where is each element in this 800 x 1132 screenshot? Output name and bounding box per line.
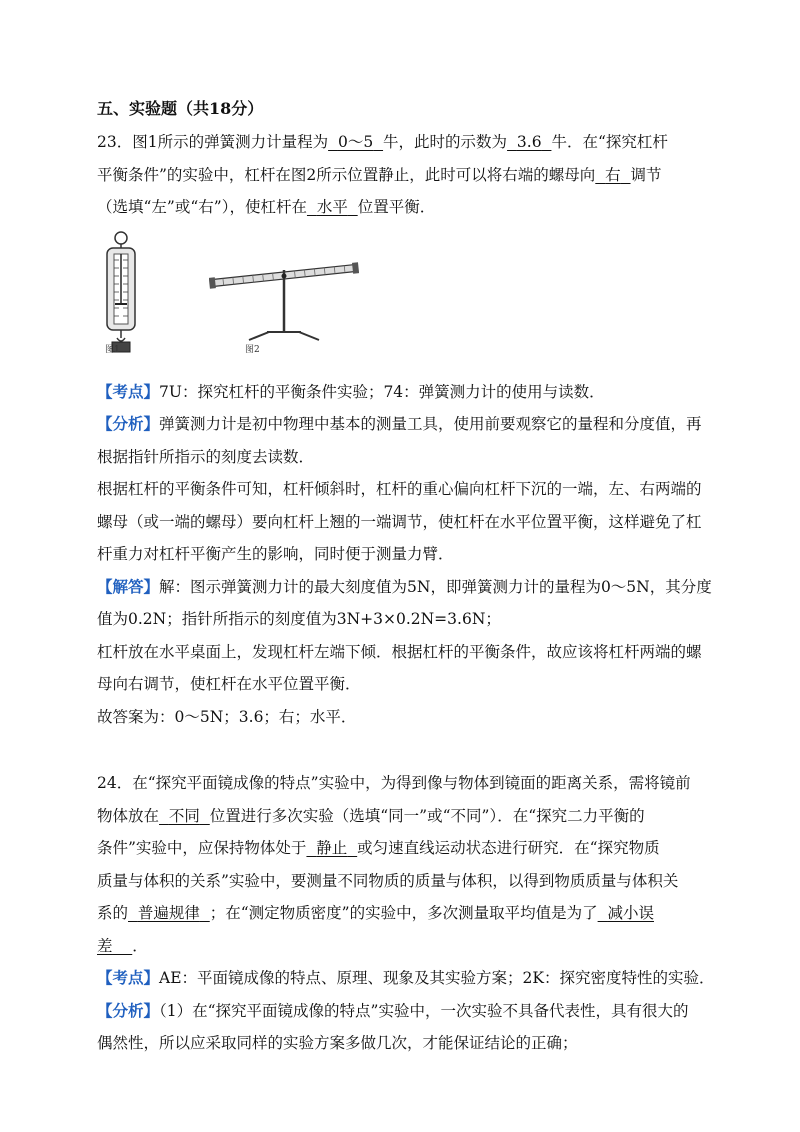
q23-line-1: 23．图1所示的弹簧测力计量程为 0～5 牛，此时的示数为 3.6 牛．在“探究杠杆 <box>97 133 668 151</box>
figure-2-label: 图2 <box>245 344 260 355</box>
q24-line-1: 24．在“探究平面镜成像的特点”实验中，为得到像与物体到镜面的距离关系，需将镜前 <box>97 774 691 792</box>
fenxi-tag: 【分析】 <box>97 414 160 433</box>
kaodian-tag: 【考点】 <box>97 381 160 401</box>
q24-fenxi-2: 偶然性，所以应采取同样的实验方案多做几次，才能保证结论的正确； <box>97 1034 578 1052</box>
kaodian-tag: 【考点】 <box>97 968 160 987</box>
q24-line-2: 物体放在 不同 位置进行多次实验（选填“同一”或“不同”）．在“探究二力平衡的 <box>97 806 645 825</box>
q23-jieda-2: 值为0.2N；指针所指示的刻度值为3N+3×0.2N=3.6N； <box>97 610 501 628</box>
document-page <box>97 92 715 1060</box>
q24-line-6: 差 ． <box>97 936 148 955</box>
q23-blank-direction: 右 <box>605 165 621 184</box>
q23-blank-range: 0～5 <box>337 133 374 151</box>
q23-blank-position: 水平 <box>316 198 348 216</box>
q24-blank-purpose-cont: 差 <box>97 936 113 955</box>
q23-fenxi-4: 螺母（或一端的螺母）要向杠杆上翘的一端调节，使杠杆在水平位置平衡，这样避免了杠 <box>97 512 702 531</box>
q24-fenxi-1: 【分析】（1）在“探究平面镜成像的特点”实验中，一次实验不具备代表性，具有很大的 <box>97 1000 689 1020</box>
q24-line-4: 质量与体积的关系”实验中，要测量不同物质的质量与体积，以得到物质质量与体积关 <box>97 871 679 890</box>
lever-figure <box>209 236 359 346</box>
q23-kaodian: 【考点】7U：探究杠杆的平衡条件实验；74：弹簧测力计的使用与读数． <box>97 381 605 401</box>
q24-kaodian: 【考点】AE：平面镜成像的特点、原理、现象及其实验方案；2K：探究密度特性的实验． <box>97 968 715 987</box>
q23-fenxi-1: 【分析】弹簧测力计是初中物理中基本的测量工具，使用前要观察它的量程和分度值，再 <box>97 414 702 433</box>
q23-jieda-4: 母向右调节，使杠杆在水平位置平衡． <box>97 675 361 693</box>
q23-line-3: （选填“左”或“右”），使杠杆在 水平 位置平衡． <box>97 198 436 216</box>
section-title: 五、实验题（共18分） <box>97 99 264 118</box>
q24-line-3: 条件”实验中，应保持物体处于 静止 或匀速直线运动状态进行研究．在“探究物质 <box>97 839 660 857</box>
q23-fenxi-3: 根据杠杆的平衡条件可知，杠杆倾斜时，杠杆的重心偏向杠杆下沉的一端，左、右两端的 <box>97 480 702 498</box>
q24-blank-purpose: 减小误 <box>607 904 654 922</box>
q23-fenxi-5: 杆重力对杠杆平衡产生的影响，同时便于测量力臂． <box>97 545 454 563</box>
jieda-tag: 【解答】 <box>97 576 160 596</box>
fenxi-tag: 【分析】 <box>97 1000 160 1020</box>
q23-answer: 故答案为：0～5N；3.6；右；水平． <box>97 707 357 726</box>
q23-text: 23．图1所示的弹簧测力计量程为 <box>97 133 329 151</box>
q24-blank-position: 不同 <box>168 806 200 825</box>
q23-blank-reading: 3.6 <box>516 133 542 151</box>
figure-1-label: 图1 <box>105 344 120 355</box>
q24-blank-state: 静止 <box>316 839 348 857</box>
q24-blank-law: 普遍规律 <box>137 904 200 922</box>
figures <box>97 228 707 370</box>
q24-line-5: 系的 普遍规律 ；在“测定物质密度”的实验中，多次测量取平均值是为了 减小误 <box>97 904 654 922</box>
q23-line-2: 平衡条件”的实验中，杠杆在图2所示位置静止，此时可以将右端的螺母向 右 调节 <box>97 165 662 184</box>
q23-fenxi-2: 根据指针所指示的刻度去读数． <box>97 447 315 466</box>
q23-jieda-1: 【解答】解：图示弹簧测力计的最大刻度值为5N，即弹簧测力计的量程为0～5N，其分度 <box>97 576 712 596</box>
q23-jieda-3: 杠杆放在水平桌面上，发现杠杆左端下倾．根据杠杆的平衡条件，故应该将杠杆两端的螺 <box>97 642 702 661</box>
